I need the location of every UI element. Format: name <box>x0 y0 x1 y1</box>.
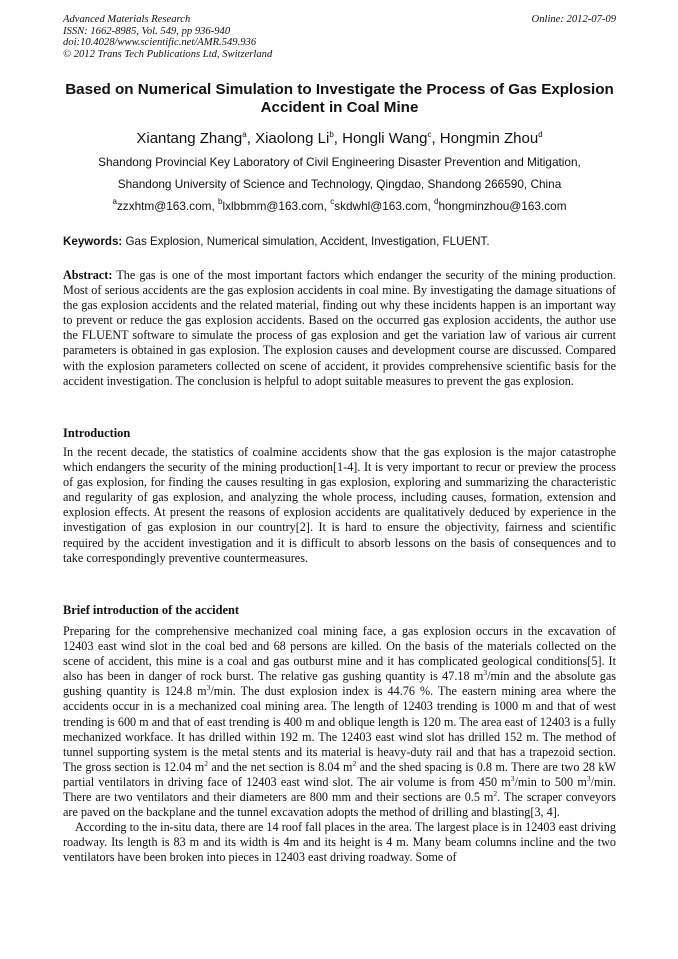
brief-paragraph: Preparing for the comprehensive mechanized coal mining face, a gas explosion occurs in the excavation of 12403 east wind slot in the coal bed and 68 persons are killed. On the basis of the materials collected on the scene of accident, this mine is a coal and gas outburst mine and it has complicated geological conditions[5]. It also has been in danger of rock burst. The relative gas gushing quantity is 47.18 $m^3/\min$ and the absolute gas gushing quantity is 124.8 $m^3/\min$. The dust explosion index is 44.76 %. The eastern mining area where the accidents occur in is a mechanized coal mining area. The length of 12403 trending is 1000 m and that of west trending is 600 m and that of east trending is 400 m and oblique length is 120 m. The area east of 12403 is a fully mechanized workface. It has drilled within 192 m. The 12403 east wind slot has drilled 152 m. The method of tunnel supporting system is the metal stents and its material is heavy-duty rail and that has a trapezoid section. The gross section is 12.04 $m^2$ and the net section is 8.04 $m^2$ and the shed spacing is 0.8 m. There are two 28 kW partial ventilators in driving face of 12403 east wind slot. The air volume is from 450 $m^3/\min$ to 500 $m^3/\min$. There are two ventilators and their diameters are 800 mm and their sections are 0.5 $m^2$. The scraper conveyors are paved on the backplane and the tunnel excavation adopts the method of drilling and blasting[3, 4]. <box>63 624 617 820</box>
affiliation-line: Shandong University of Science and Technology, Qingdao, Shandong 266590, China <box>117 177 562 191</box>
keywords-label: Keywords: <box>63 235 123 248</box>
email[interactable]: $^b$lxlbbmm@163.com <box>218 197 324 213</box>
affiliation-line: Shandong Provincial Key Laboratory of Civil Engineering Disaster Prevention and Mitigation, <box>98 155 581 169</box>
author-emails: $^a$zzxhtm@163.com, $^b$lxlbbmm@163.com, $^c$skdwhl@163.com, $^d$hongminzhou@163.com <box>112 197 567 213</box>
section-heading-brief: Brief introduction of the accident <box>63 603 239 617</box>
journal-copyright: © 2012 Trans Tech Publications Ltd, Switzerland <box>63 48 273 60</box>
journal-doi: doi:10.4028/www.scientific.net/AMR.549.936 <box>63 37 257 49</box>
keywords <box>63 235 616 249</box>
online-date: Online: 2012-07-09 <box>531 14 616 25</box>
paper-title: Based on Numerical Simulation to Investigate the Process of Gas Explosion Accident in Coal Mine <box>65 81 614 116</box>
abstract <box>63 268 616 389</box>
author: Hongmin Zhou$^d$ <box>439 130 543 147</box>
introduction-paragraph: In the recent decade, the statistics of coalmine accidents show that the gas explosion is the major catastrophe which endangers the security of the mining production[1-4]. It is very important to recur or preview the process of gas explosion, for finding the causes resulting in gas explosion, exploring and summarizing the characteristic and regularity of gas explosion, and analyzing the whole process, including causes, formation, extension and explosion effects. At present the reasons of explosion accidents are qualitatively deduced by experience in the investigation of gas explosion in our country[2]. It is hard to ensure the objectivity, fairness and scientific required by the accident investigation and it is difficult to absorb lessons on the basis of consequences and to take correspondingly preventive countermeasures. <box>63 445 616 565</box>
journal-issn: ISSN: 1662-8985, Vol. 549, pp 936-940 <box>63 25 231 37</box>
brief-section-body <box>63 624 616 866</box>
keywords-text: Gas Explosion, Numerical simulation, Accident, Investigation, FLUENT. <box>122 235 490 248</box>
email[interactable]: $^d$hongminzhou@163.com <box>434 197 567 213</box>
journal-header <box>63 14 616 60</box>
author-list <box>63 130 616 148</box>
abstract-label: Abstract: <box>63 268 113 282</box>
section-heading-introduction: Introduction <box>63 426 131 440</box>
author: Hongli Wang$^c$, <box>342 130 440 147</box>
email[interactable]: $^c$skdwhl@163.com <box>330 197 428 213</box>
journal-name: Advanced Materials Research <box>63 14 191 25</box>
email[interactable]: $^a$zzxhtm@163.com <box>112 197 212 213</box>
abstract-text: The gas is one of the most important factors which endanger the security of the mining production. Most of serious accidents are the gas explosion accidents in coal mine. By investigating the damage situations of the gas explosion accidents and the related material, finding out why these incidents happen is an important way to prevent or reduce the gas explosion accidents. Based on the occurred gas explosion accidents, the author use the FLUENT software to simulate the process of gas explosion and get the variation law of various air current parameters is obtained in gas explosion. The explosion causes and development course are discussed. Compared with the explosion parameters collected on scene of accident, it provides comprehensive scientific basis for the accident investigation. The conclusion is helpful to adopt suitable measures to prevent the gas explosion. <box>63 268 616 388</box>
brief-paragraph: According to the in-situ data, there are 14 roof fall places in the area. The largest place is in 12403 east driving roadway. Its length is 83 m and its width is 4m and its height is 4 m. Many beam columns incline and the two ventilators have been broken into pieces in 12403 east driving roadway. Some of <box>63 820 616 865</box>
author: Xiaolong Li$^b$, <box>255 130 343 147</box>
author: Xiantang Zhang$^a$, <box>136 130 256 147</box>
